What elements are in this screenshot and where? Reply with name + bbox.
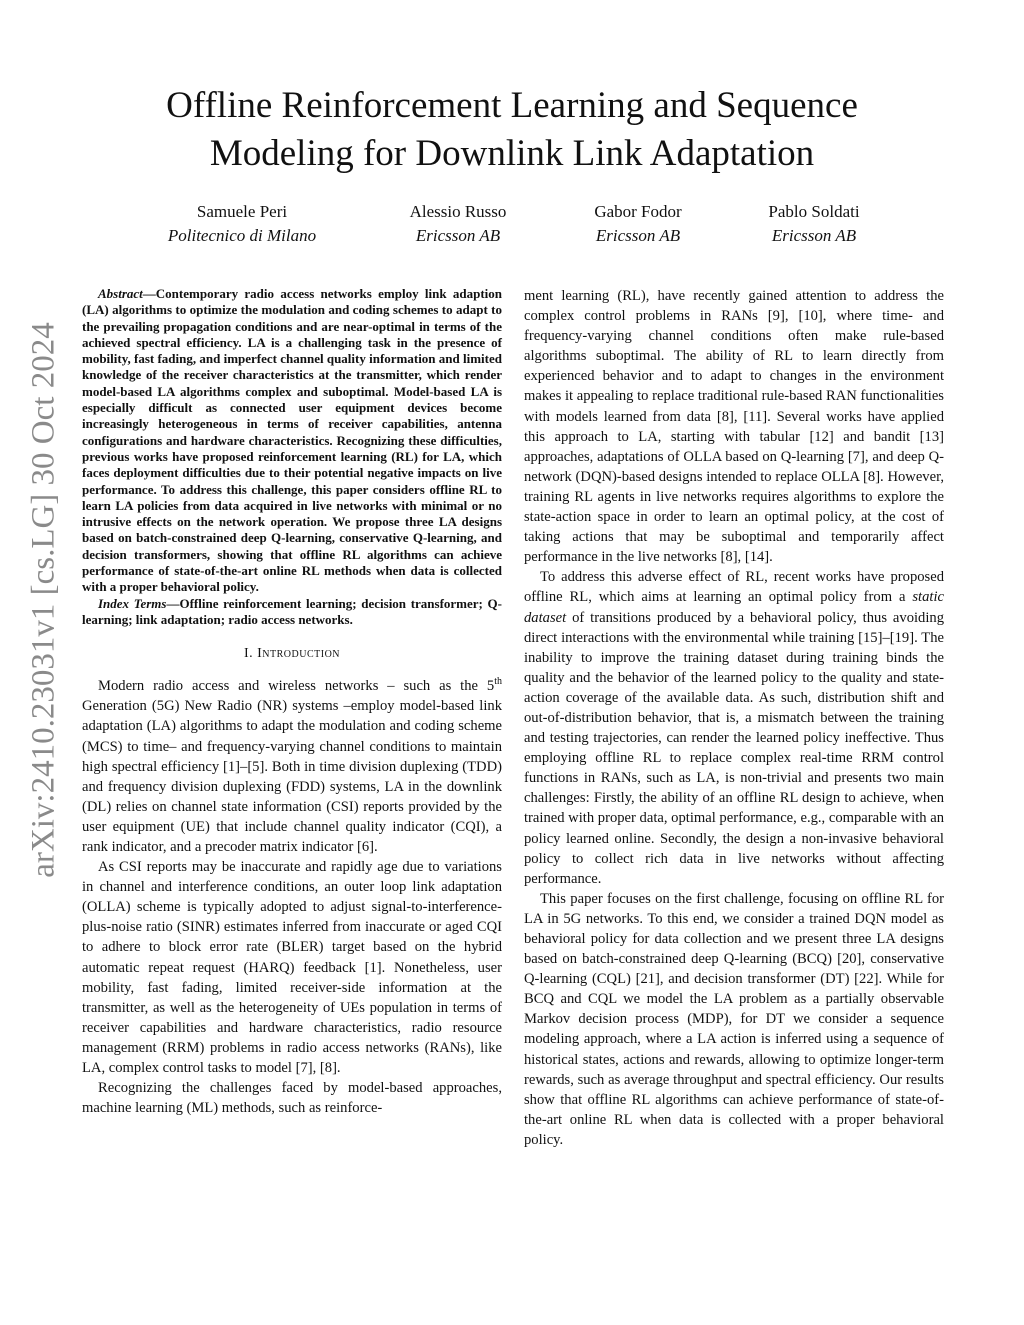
author-name: Samuele Peri	[196, 202, 288, 221]
left-column	[82, 286, 502, 1118]
paragraph-text: of transitions produced by a behavioral policy, thus avoiding direct interactions with the environmental while training [15]–[19]. The inability to improve the training dataset during training binds the quality and the behavior of the learned policy to the quality and state-action coverage of the available data. As such, distribution shift and out-of-distribution behavior, that is, a mismatch between the training and testing trajectories, can render the learned policy ineffective. Thus employing offline RL to replace complex real-time RRM control functions in RANs, such as LA, is non-trivial and presents two main challenges: Firstly, the ability of an offline RL design to achieve, when trained with proper data, optimal performance, e.g., comparable with an policy learned online. Secondly, the design a non-invasive behavioral policy to collect rich data in live networks without affecting performance.	[524, 609, 944, 887]
paragraph-text: Modern radio access and wireless networks – such as the 5	[98, 678, 495, 695]
author-affiliation: Ericsson AB	[415, 226, 501, 245]
emphasis: static dataset	[524, 589, 944, 626]
author-name: Pablo Soldati	[768, 202, 860, 221]
index-terms	[82, 596, 502, 629]
intro-paragraph-5: This paper focuses on the first challenge, focusing on offline RL for LA in 5G networks. To this end, we consider a trained DQN model as behavioral policy for data collection and we present three LA designs based on batch-constrained deep Q-learning (BCQ) [20], conservative Q-learning (CQL) [21], and decision transformer (DT) [22]. While for BCQ and CQL we model the LA problem as a partially observable Markov decision process (MDP), for DT we consider a sequence modeling approach, where a LA action is inferred using a sequence of historical states, actions and rewards, allowing to optimize longer-term rewards, such as average throughput and spectral efficiency. Our results show that offline RL algorithms can achieve performance of state-of-the-art online RL when data is collected with a proper behavioral policy.	[524, 890, 944, 1148]
author-affiliation: Ericsson AB	[771, 226, 857, 245]
intro-paragraph-4	[524, 567, 944, 889]
author-block-3	[538, 200, 738, 248]
abstract-dash: —	[142, 286, 156, 301]
index-terms-dash: —	[166, 595, 180, 611]
author-block-4	[714, 200, 914, 248]
author-affiliation: Ericsson AB	[595, 226, 681, 245]
title-line-2: Modeling for Downlink Link Adaptation	[209, 133, 815, 174]
intro-paragraph-2: As CSI reports may be inaccurate and rapidly age due to variations in channel and interference conditions, an outer loop link adaptation (OLLA) scheme is typically adopted to adjust signal-to-interference-plus-noise ratio (SINR) estimates inferred from inaccurate or aged CQI to adhere to block error rate (BLER) target based on the hybrid automatic repeat request (HARQ) feedback [1]. Nonetheless, user mobility, fast fading, limited receiver-side information at the transmitter, as well as the heterogeneity of UEs population in terms of receiver capabilities and hardware characteristics, radio resource management (RRM) problems in radio access networks (RANs), like LA, complex control tasks to model [7], [8].	[82, 859, 502, 1077]
intro-paragraph-3: Recognizing the challenges faced by model-based approaches, machine learning (ML) methods, such as reinforce-	[82, 1080, 502, 1117]
section-heading	[82, 644, 502, 664]
intro-paragraph-1	[82, 676, 502, 857]
paragraph-text: To address this adverse effect of RL, recent works have proposed offline RL, which aims at learning an optimal policy from a	[524, 569, 944, 606]
section-number: I.	[243, 646, 254, 662]
arxiv-identifier-stamp: arXiv:2410.23031v1 [cs.LG] 30 Oct 2024	[25, 322, 62, 878]
paragraph-text: Generation (5G) New Radio (NR) systems –employ model-based link adaptation (LA) algorithms to adapt the modulation and coding scheme (MCS) to time– and frequency-varying channel conditions to maintain high spectral efficiency [1]–[5]. Both in time division duplexing (TDD) and frequency division duplexing (FDD) systems, LA in the downlink (DL) relies on channel state information (CSI) reports provided by the user equipment (UE) that include channel quality indicator (CQI), a rank indicator, and a precoder matrix indicator [6].	[82, 698, 502, 855]
abstract-label: Abstract	[98, 286, 143, 301]
abstract	[82, 286, 502, 596]
author-name: Alessio Russo	[409, 202, 507, 221]
intro-paragraph-3-continued: ment learning (RL), have recently gained attention to address the complex control problems in RANs [9], [10], where time- and frequency-varying channel conditions often make rule-based algorithms suboptimal. The ability of RL to learn directly from experienced behavior and to adapt to changes in the environment makes it appealing to replace traditional rule-based RAN functionalities with models learned from data [8], [11]. Several works have applied this approach to LA, starting with tabular [12] and bandit [13] approaches, adaptations of OLLA based on Q-learning [7], and deep Q-network (DQN)-based designs intended to replace OLLA [8]. However, training RL agents in live networks requires algorithms to explore the state-action space in order to learn an optimal policy, at the cost of taking actions that may be suboptimal and temporarily affect performance in the live networks [8], [14].	[524, 288, 944, 566]
author-block-2	[358, 200, 558, 248]
author-block-1	[142, 200, 342, 248]
paper-title	[100, 82, 924, 178]
index-terms-label: Index Terms	[98, 595, 167, 611]
right-column	[524, 286, 944, 1150]
section-title: Introduction	[257, 646, 341, 662]
title-line-1: Offline Reinforcement Learning and Sequence	[166, 85, 858, 126]
abstract-text: Contemporary radio access networks employ link adaption (LA) algorithms to optimize the modulation and coding schemes to adapt to the prevailing propagation conditions and are near-optimal in terms of the achieved spectral efficiency. LA is a challenging task in the presence of mobility, fast fading, and imperfect channel quality information and limited knowledge of the receiver characteristics at the transmitter, which render model-based LA algorithms complex and suboptimal. Model-based LA is especially difficult as connected user equipment devices become increasingly heterogeneous in terms of receiver capabilities, antenna configurations and hardware characteristics. Recognizing these difficulties, previous works have proposed reinforcement learning (RL) for LA, which faces deployment difficulties due to their potential negative impacts on live performance. To address this challenge, this paper considers offline RL to learn LA policies from data acquired in live networks with minimal or no intrusive effects on the network operation. We propose three LA designs based on batch-constrained deep Q-learning, conservative Q-learning, and decision transformers, showing that offline RL algorithms can achieve performance of state-of-the-art online RL methods when data is collected with a proper behavioral policy.	[82, 286, 502, 595]
superscript: th	[494, 676, 502, 688]
index-terms-text: Offline reinforcement learning; decision transformer; Q-learning; link adaptation; radio access networks.	[82, 595, 502, 627]
author-name: Gabor Fodor	[594, 202, 682, 221]
author-affiliation: Politecnico di Milano	[167, 226, 317, 245]
